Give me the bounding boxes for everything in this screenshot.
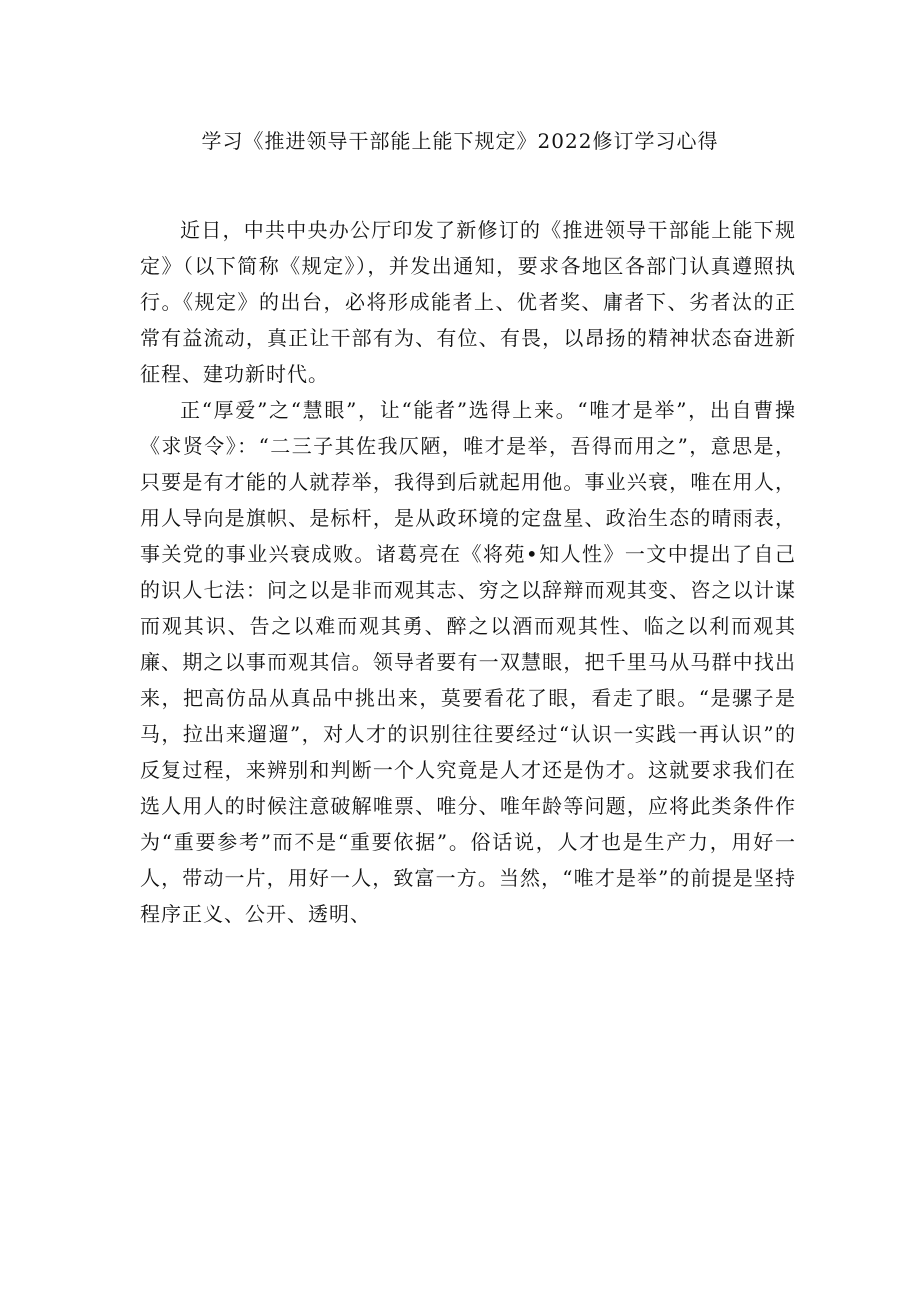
paragraph-1: 近日，中共中央办公厅印发了新修订的《推进领导干部能上能下规定》（以下简称《规定》），并发出通知，要求各地区各部门认真遵照执行。《规定》的出台，必将形成能者上、优者奖、庸者下、劣者汰的正常有益流动，真正让干部有为、有位、有畏，以昂扬的精神状态奋进新征程、建功新时代。 (140, 218, 796, 386)
document-title: 学习《推进领导干部能上能下规定》2022修订学习心得 (201, 129, 719, 153)
paragraph-2: 正“厚爱”之“慧眼”，让“能者”选得上来。“唯才是举”，出自曹操《求贤令》：“二三子其佐我仄陋，唯才是举，吾得而用之”，意思是，只要是有才能的人就荐举，我得到后就起用他。事业兴衰，唯在用人，用人导向是旗帜、是标杆，是从政环境的定盘星、政治生态的晴雨表，事关党的事业兴衰成败。诸葛亮在《将苑•知人性》一文中提出了自己的识人七法：问之以是非而观其志、穷之以辞辩而观其变、咨之以计谋而观其识、告之以难而观其勇、醉之以酒而观其性、临之以利而观其廉、期之以事而观其信。领导者要有一双慧眼，把千里马从马群中找出来，把高仿品从真品中挑出来，莫要看花了眼，看走了眼。“是骡子是马，拉出来遛遛”，对人才的识别往往要经过“认识一实践一再认识”的反复过程，来辨别和判断一个人究竟是人才还是伪才。这就要求我们在选人用人的时候注意破解唯票、唯分、唯年龄等问题，应将此类条件作为“重要参考”而不是“重要依据”。俗话说，人才也是生产力，用好一人，带动一片，用好一人，致富一方。当然，“唯才是举”的前提是坚持程序正义、公开、透明、 (140, 398, 796, 926)
document-body (140, 212, 796, 932)
